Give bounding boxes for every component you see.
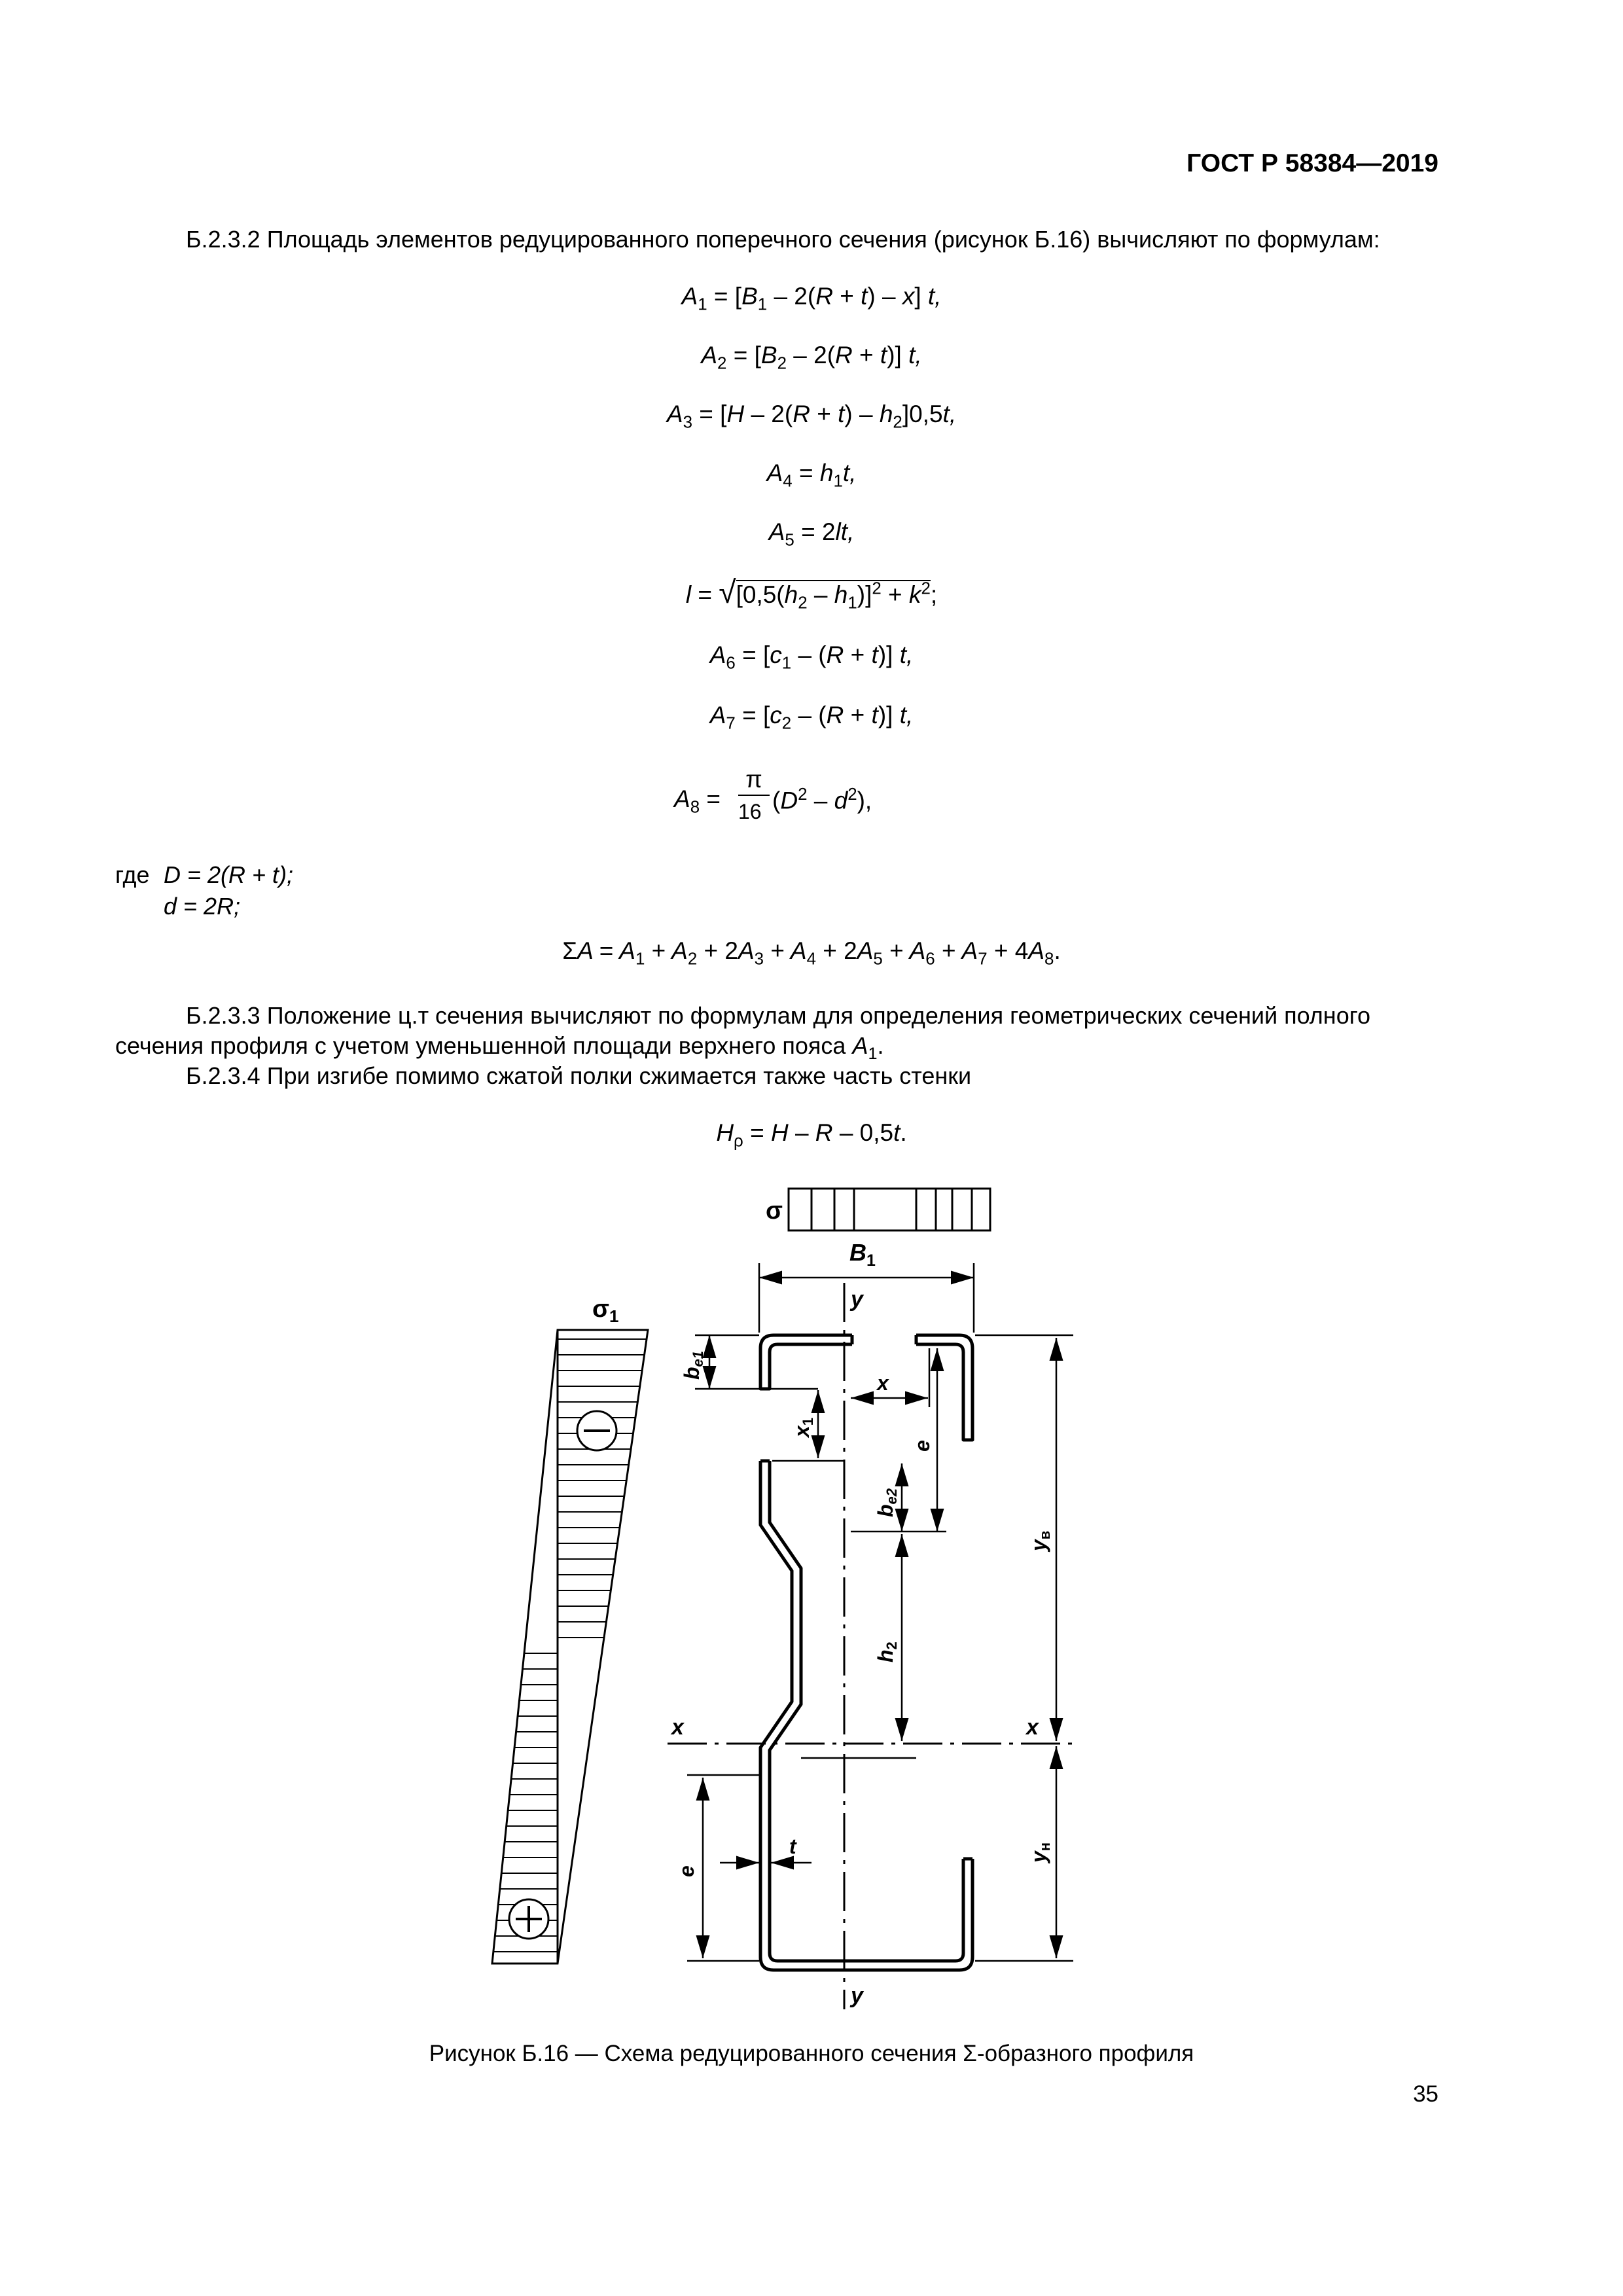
formula-l: $l = √[0,5(h_2 - h_1)]^2 + k^2$;: [685, 575, 938, 613]
paragraph-b232: Б.2.3.2 Площадь элементов редуцированного поперечного сечения (рисунок Б.16) вычисляют по формулам:: [186, 226, 1380, 253]
minus-sign-icon: [577, 1411, 616, 1450]
formula-a4: $A_4 = h_1t$,: [766, 459, 857, 491]
formula-a6: $A_6 = [c_1 - (R + t)]$ t,: [709, 641, 914, 673]
e-lower-label: e: [675, 1865, 698, 1877]
where-D: D = 2(R + t);: [164, 861, 294, 888]
paragraph-b234: Б.2.3.4 При изгибе помимо сжатой полки сжимается также часть стенки: [186, 1062, 972, 1089]
y-bottom-label: y: [851, 1983, 863, 2008]
x-dim-label: x: [877, 1371, 889, 1395]
document-header: ГОСТ Р 58384—2019: [1186, 149, 1438, 177]
x1-label: x1: [790, 1417, 816, 1437]
stress-hatching: [493, 1339, 647, 1952]
B1-label: $B_1$: [849, 1239, 876, 1270]
yn-label: yн: [1027, 1842, 1053, 1863]
formula-a7: $A_7 = [c_2 - (R + t)]$ t,: [709, 702, 914, 733]
t-label: t: [789, 1835, 796, 1858]
plus-sign-icon: [509, 1899, 548, 1939]
sigma-label: σ: [766, 1197, 783, 1225]
formula-a2: $A_2 = [B_2 - 2(R + t)]$ t,: [701, 342, 922, 373]
document-page: ГОСТ Р 58384—2019 Б.2.3.2 Площадь элементов редуцированного поперечного сечения (рисунок Б.16) вычисляют по формулам: $A_1 = [B_1 - 2(R + t) - x]$ t, $A_2 = [B_2 - 2(R + t)]$ t, $A_3 = [H - 2(R + t) - h_2]0,5t$, $A_4 = h_1t$, $A_5 = 2lt$, $l = √[0,5(h_2 - h_1)]^2 + k^2$; $A_6 = [c_1 - (R + t)]$ t, $A_7 = [c_2 - (R + t)]$ t, $A_8$ = π 16 $(D^2 - d^2)$, где D = 2(R + t); d = 2R; $\Sigma A = A_1 + A_2 + 2A_3 + A_4 + 2A_5 + A_6 + A_7 + 4A_8$. Б.2.3.3 Положение ц.т сечения вычисляют по формулам для определения геометрических сечений полного сечения профиля с учетом уменьшенной площади верхнего пояса $A_1$. Б.2.3.4 При изгибе помимо сжатой полки сжимается также часть стенки $H_\rho = H - R - 0,5t$. σ $\sigma_1$ $B_1$ y y x x x be1 x1 e be2 h2 yв yн e t Рисунок Б.16 — Схема редуцированного сечения Σ-образного профиля 35: [0, 0, 1623, 2296]
x-right-label: x: [1026, 1715, 1039, 1740]
yv-label: yв: [1027, 1530, 1053, 1551]
paragraph-b233-line2: сечения профиля с учетом уменьшенной площади верхнего пояса $A_1$.: [115, 1032, 884, 1064]
formula-a1: $A_1 = [B_1 - 2(R + t) - x]$ t,: [681, 283, 942, 314]
y-top-label: y: [851, 1287, 863, 1312]
where-d: d = 2R;: [164, 893, 241, 920]
formula-a5: $A_5 = 2lt$,: [768, 518, 855, 550]
page-number: 35: [1413, 2081, 1438, 2107]
formula-hp: $H_\rho = H - R - 0,5t$.: [716, 1119, 907, 1151]
be1-label: be1: [680, 1350, 706, 1380]
e-upper-label: e: [910, 1440, 934, 1452]
sigma1-label: $\sigma_1$: [592, 1295, 619, 1326]
formula-a3: $A_3 = [H - 2(R + t) - h_2]0,5t$,: [666, 401, 957, 432]
sum-formula: $\Sigma A = A_1 + A_2 + 2A_3 + A_4 + 2A_5 + A_6 + A_7 + 4A_8$.: [562, 937, 1061, 969]
figure-caption: Рисунок Б.16 — Схема редуцированного сечения Σ-образного профиля: [429, 2041, 1194, 2066]
x-left-label: x: [671, 1715, 684, 1740]
paragraph-b233-line1: Б.2.3.3 Положение ц.т сечения вычисляют по формулам для определения геометрических сечений полного: [186, 1002, 1371, 1029]
where-label: где: [115, 861, 150, 888]
dimension-lines: [687, 1263, 1073, 1961]
h2-label: h2: [874, 1641, 900, 1662]
sigma-stress-block: [789, 1189, 990, 1230]
stress-diagram: [492, 1330, 648, 1964]
be2-label: be2: [874, 1488, 900, 1517]
